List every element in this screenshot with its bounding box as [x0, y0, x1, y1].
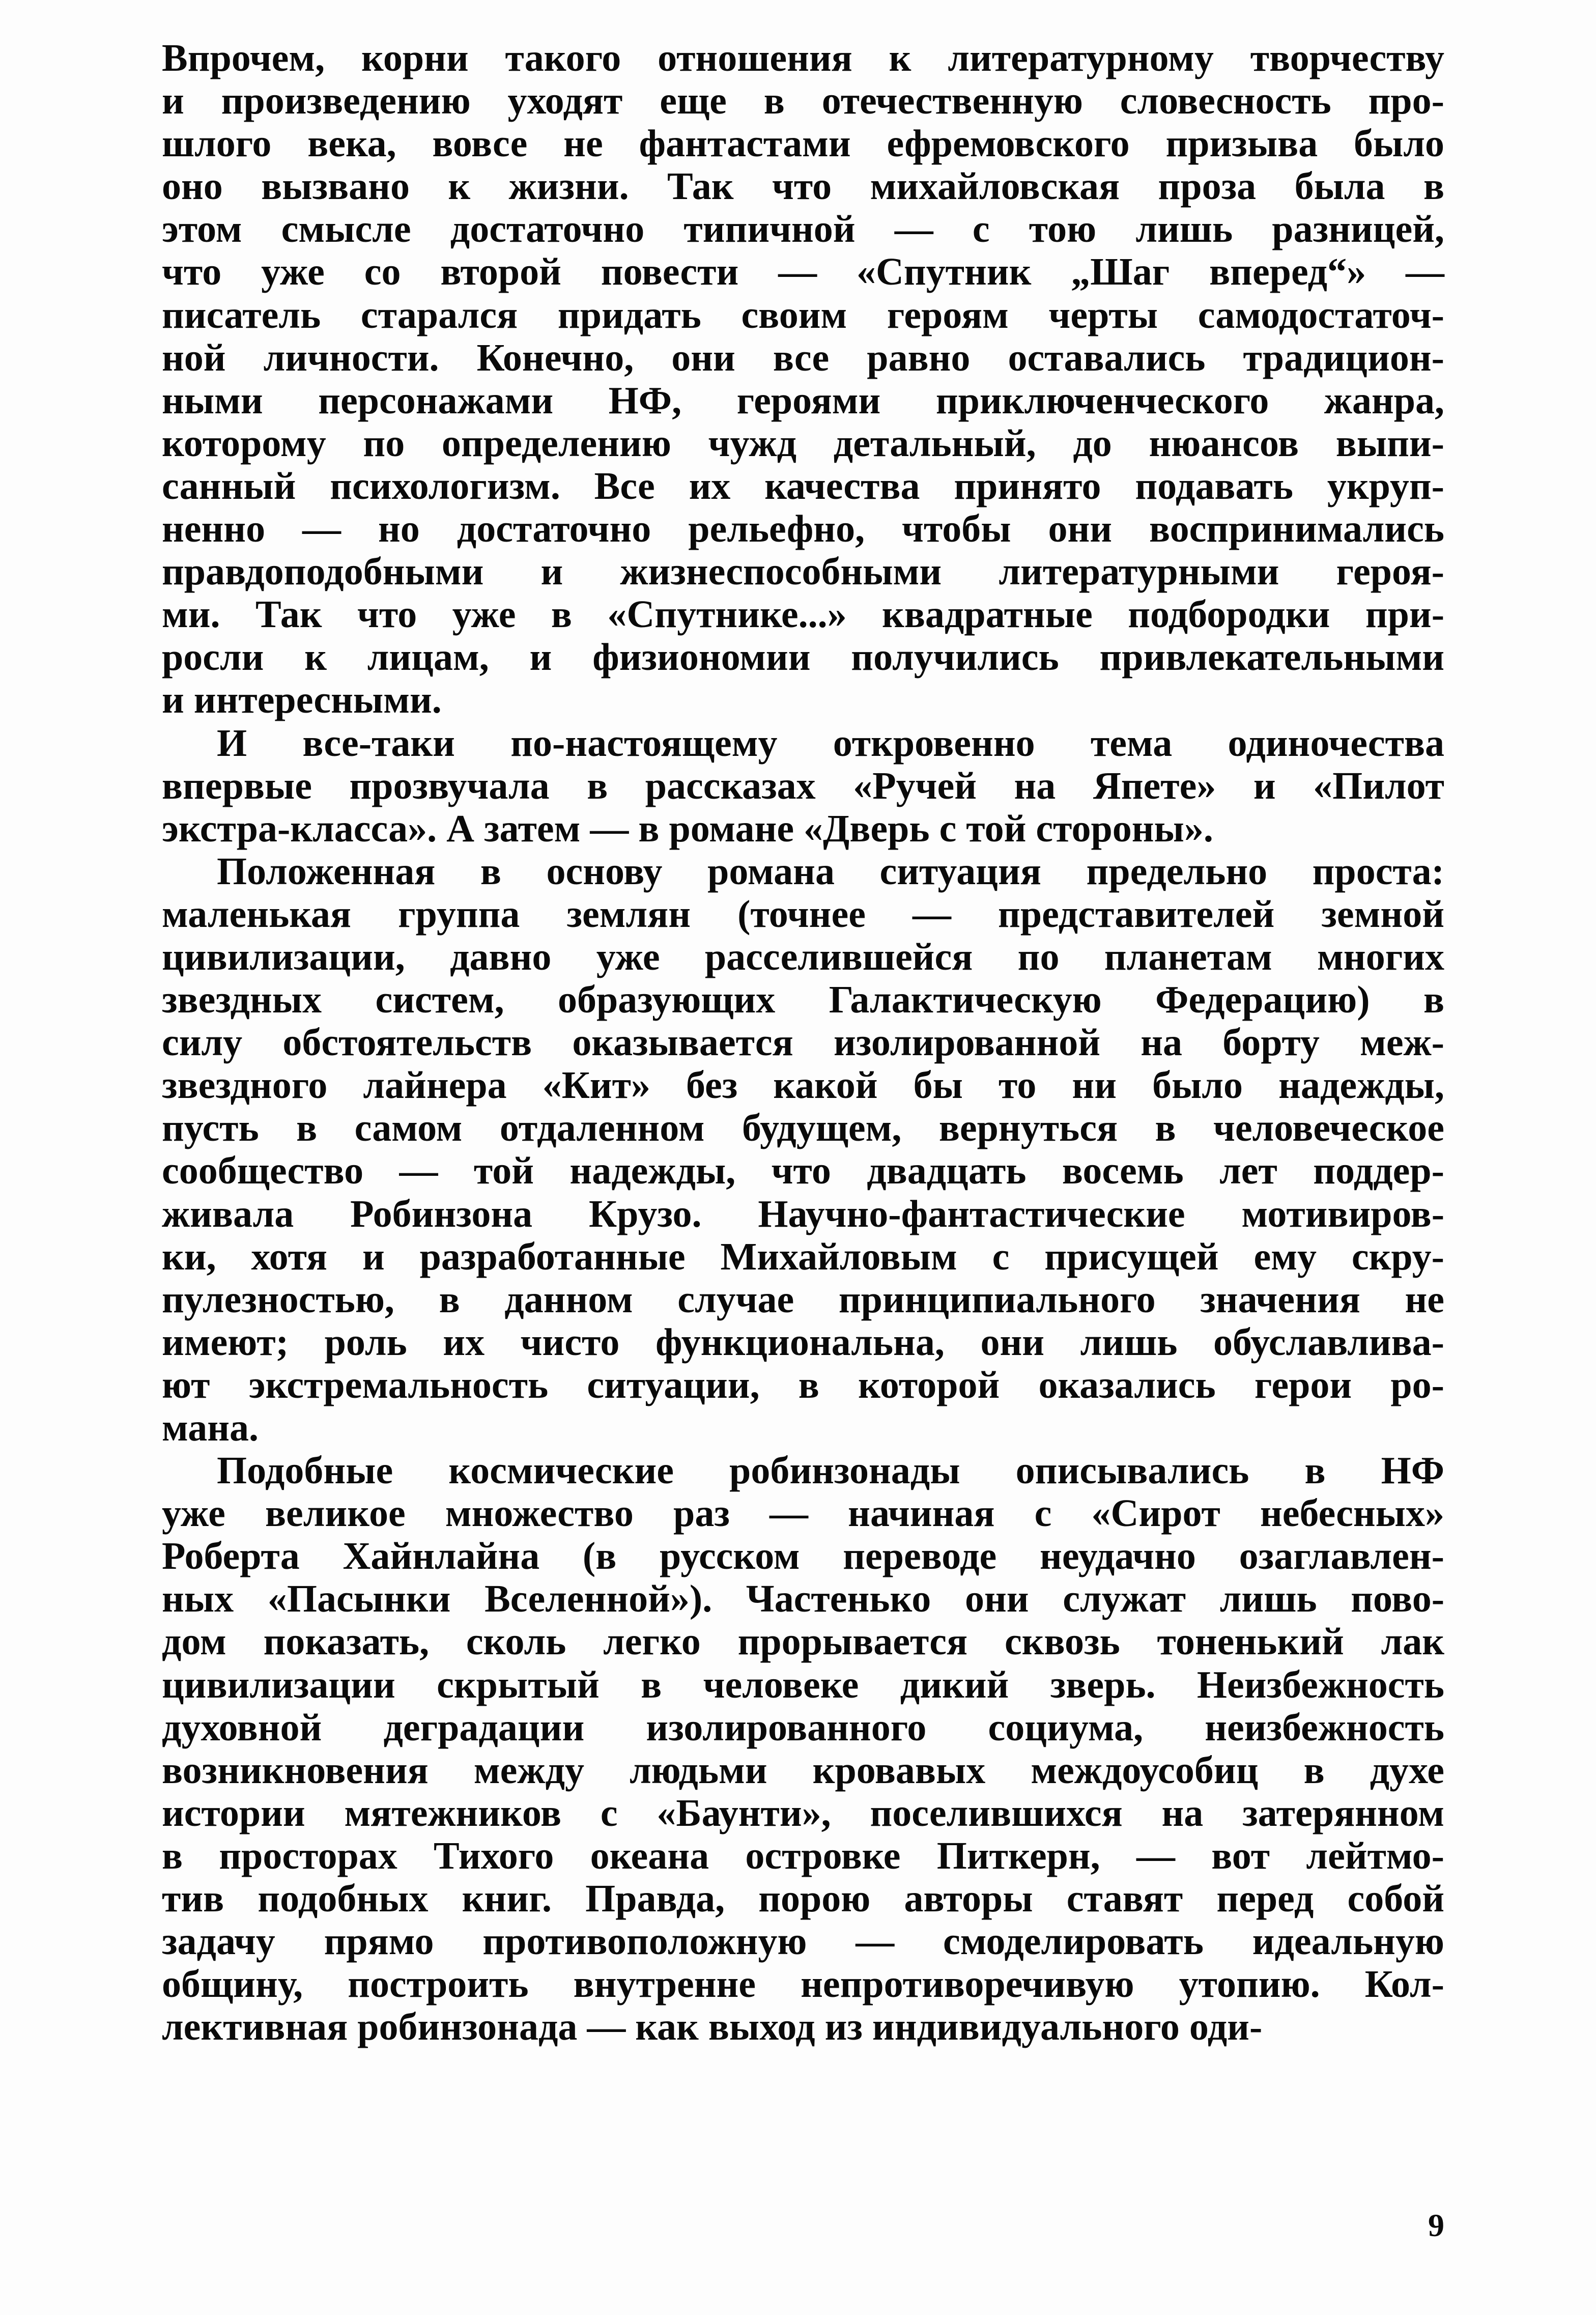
text-line: росли к лицам, и физиономии получились привлекательными [162, 636, 1444, 679]
text-line: цивилизации скрытый в человеке дикий зверь. Неизбежность [162, 1663, 1444, 1706]
text-line: пусть в самом отдаленном будущем, вернуться в человеческое [162, 1107, 1444, 1150]
text-line: живала Робинзона Крузо. Научно-фантастические мотивиров- [162, 1192, 1444, 1235]
text-line: сообщество — той надежды, что двадцать восемь лет поддер- [162, 1149, 1444, 1193]
paragraph [162, 850, 1444, 1449]
text-line: которому по определению чужд детальный, до нюансов выпи- [162, 421, 1444, 465]
paragraph [162, 722, 1444, 850]
text-line: имеют; роль их чисто функциональна, они лишь обуславлива- [162, 1320, 1444, 1364]
text-line: ных «Пасынки Вселенной»). Частенько они служат лишь пово- [162, 1577, 1444, 1621]
text-line: правдоподобными и жизнеспособными литературными героя- [162, 550, 1444, 594]
body-text [162, 37, 1444, 2048]
text-line: истории мятежников с «Баунти», поселившихся на затерянном [162, 1791, 1444, 1834]
text-line: ненно — но достаточно рельефно, чтобы они воспринимались [162, 507, 1444, 551]
text-line: возникновения между людьми кровавых междоусобиц в духе [162, 1748, 1444, 1792]
text-line: ными персонажами НФ, героями приключенческого жанра, [162, 379, 1444, 422]
text-line: в просторах Тихого океана островке Питкерн, — вот лейтмо- [162, 1834, 1444, 1877]
text-line: ной личности. Конечно, они все равно оставались традицион- [162, 336, 1444, 379]
text-line: маленькая группа землян (точнее — представителей земной [162, 892, 1444, 936]
text-line: ки, хотя и разработанные Михайловым с присущей ему скру- [162, 1235, 1444, 1278]
text-line: лективная робинзонада — как выход из индивидуального оди- [162, 2006, 1263, 2049]
text-line: что уже со второй повести — «Спутник „Шаг вперед“» — [162, 250, 1444, 294]
text-line: впервые прозвучала в рассказах «Ручей на Япете» и «Пилот [162, 764, 1444, 807]
text-line: ми. Так что уже в «Спутнике...» квадратные подбородки при- [162, 593, 1444, 636]
text-line: уже великое множество раз — начиная с «Сирот небесных» [162, 1492, 1444, 1535]
text-line: и произведению уходят еще в отечественную словесность про- [162, 79, 1444, 123]
text-line: силу обстоятельств оказывается изолированной на борту меж- [162, 1021, 1444, 1064]
text-line: ют экстремальность ситуации, в которой оказались герои ро- [162, 1363, 1444, 1406]
text-line: звездного лайнера «Кит» без какой бы то ни было надежды, [162, 1064, 1444, 1107]
text-line: духовной деградации изолированного социума, неизбежность [162, 1706, 1444, 1749]
text-line: задачу прямо противоположную — смоделировать идеальную [162, 1920, 1444, 1963]
text-line: писатель старался придать своим героям черты самодостаточ- [162, 293, 1444, 336]
text-line: Роберта Хайнлайна (в русском переводе неудачно озаглавлен- [162, 1535, 1444, 1578]
page-number: 9 [1428, 2207, 1444, 2243]
text-line: оно вызвано к жизни. Так что михайловская проза была в [162, 165, 1444, 208]
text-line: мана. [162, 1406, 259, 1449]
text-line: звездных систем, образующих Галактическую Федерацию) в [162, 978, 1444, 1022]
text-line: экстра-класса». А затем — в романе «Дверь с той стороны». [162, 807, 1213, 850]
text-line: дом показать, сколь легко прорывается сквозь тоненький лак [162, 1620, 1444, 1663]
text-line: этом смысле достаточно типичной — с тою лишь разницей, [162, 208, 1444, 251]
text-line: Положенная в основу романа ситуация предельно проста: [217, 850, 1444, 893]
text-line: цивилизации, давно уже расселившейся по планетам многих [162, 935, 1444, 978]
text-line: Впрочем, корни такого отношения к литературному творчеству [162, 37, 1444, 79]
text-line: пулезностью, в данном случае принципиального значения не [162, 1278, 1444, 1321]
text-line: шлого века, вовсе не фантастами ефремовского призыва было [162, 122, 1444, 165]
text-line: санный психологизм. Все их качества принято подавать укруп- [162, 464, 1444, 507]
paragraph [162, 37, 1444, 722]
text-line: И все-таки по-настоящему откровенно тема одиночества [217, 721, 1444, 765]
text-line: и интересными. [162, 679, 442, 722]
paragraph [162, 1449, 1444, 2048]
text-line: Подобные космические робинзонады описывались в НФ [217, 1449, 1444, 1492]
text-line: тив подобных книг. Правда, порою авторы ставят перед собой [162, 1877, 1444, 1921]
text-line: общину, построить внутренне непротиворечивую утопию. Кол- [162, 1963, 1444, 2006]
